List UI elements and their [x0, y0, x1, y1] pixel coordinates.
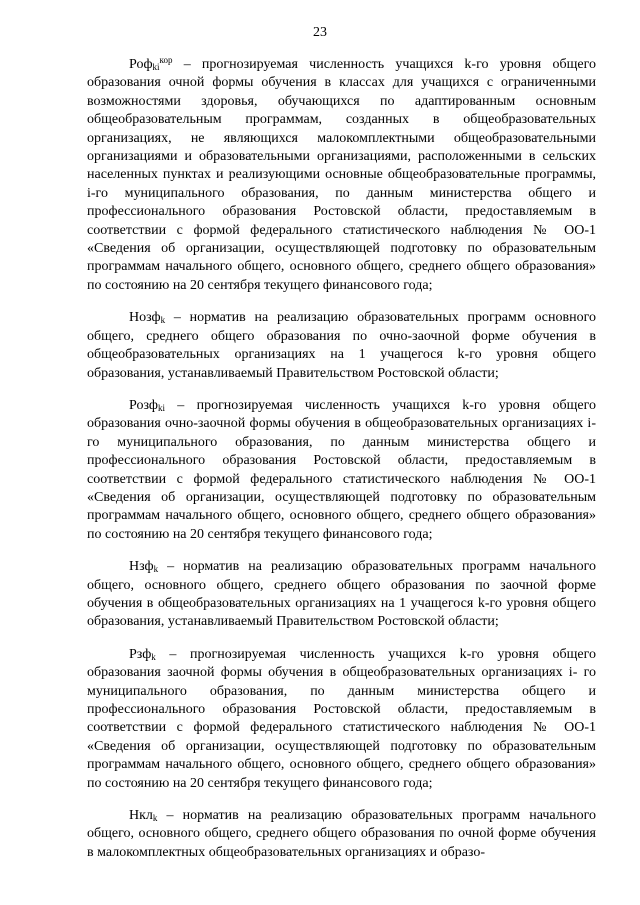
- symbol-subscript: k: [153, 564, 159, 575]
- page-number: 23: [313, 25, 327, 40]
- symbol-main: Рзф: [129, 646, 152, 662]
- paragraph-text: – норматив на реализацию образовательных программ начального общего, основного общего, среднего общего образования по очной форме обучения в малокомплектных общеобразовательных организациях и образо-: [87, 808, 596, 860]
- paragraph-nzfk: [87, 558, 596, 632]
- symbol-main: Роф: [129, 57, 153, 72]
- paragraph-text: – норматив на реализацию образовательных программ основного общего, среднего общего образования по очно-заочной форме обучения в общеобразовательных организациях на 1 учащегося k-го уровня общего образования, устанавливаемый Правительством Ростовской области;: [87, 310, 596, 381]
- symbol-subscript: ki: [157, 402, 165, 413]
- symbol-main: Нозф: [129, 310, 161, 326]
- symbol-subscript: k: [151, 651, 156, 662]
- paragraph-nklk: [87, 807, 596, 862]
- symbol-main: Нкл: [129, 808, 153, 824]
- paragraph-rofki-kor: [87, 56, 596, 295]
- symbol-subscript: ki: [152, 62, 160, 72]
- symbol-main: Нзф: [129, 559, 154, 575]
- paragraph-text: – прогнозируемая численность учащихся k-го уровня общего образования заочной формы обучения в общеобразовательных организациях i- го муниципального образования, по данным министерства общего и профессионального образования Ростовской области, предоставляемым в соответствии с формой федерального статистического наблюдения № ОО-1 «Сведения об организации, осуществляющей подготовку по образовательным программам начального общего, основного общего, среднего общего образования» по состоянию на 20 сентября текущего финансового года;: [87, 646, 596, 791]
- paragraph-nozfk: [87, 309, 596, 383]
- symbol-superscript: кор: [159, 55, 173, 65]
- document-body: [87, 56, 596, 862]
- paragraph-text: – прогнозируемая численность учащихся k-го уровня общего образования очной формы обучения в классах для учащихся с ограниченными возможностями здоровья, обучающихся по адаптированным основным общеобразовательным программам, созданных в общеобразовательных организациях, не являющихся малокомплектными общеобразовательными организациями и образовательными организациями, расположенными в сельских населенных пунктах и реализующими основные общеобразовательные программы, i-го муниципального образования, по данным министерства общего и профессионального образования Ростовской области, предоставляемым в соответствии с формой федерального статистического наблюдения № ОО-1 «Сведения об организации, осуществляющей подготовку по образовательным программам начального общего, основного общего, среднего общего образования» по состоянию на 20 сентября текущего финансового года;: [87, 57, 596, 293]
- symbol-subscript: k: [160, 315, 166, 326]
- symbol-main: Розф: [129, 397, 158, 413]
- paragraph-rzfk: [87, 646, 596, 793]
- paragraph-text: – норматив на реализацию образовательных программ начального общего, основного общего, среднего общего образования по заочной форме обучения в общеобразовательных организациях на 1 учащегося k-го уровня общего образования, устанавливаемый Правительством Ростовской области;: [87, 559, 596, 630]
- paragraph-text: – прогнозируемая численность учащихся k-го уровня общего образования очно-заочной формы обучения в общеобразовательных организациях i-го муниципального образования, по данным министерства общего и профессионального образования Ростовской области, предоставляемым в соответствии с формой федерального статистического наблюдения № ОО-1 «Сведения об организации, осуществляющей подготовку по образовательным программам начального общего, основного общего, среднего общего образования» по состоянию на 20 сентября текущего финансового года;: [87, 397, 596, 542]
- symbol-subscript: k: [152, 813, 158, 824]
- paragraph-rozfki: [87, 397, 596, 544]
